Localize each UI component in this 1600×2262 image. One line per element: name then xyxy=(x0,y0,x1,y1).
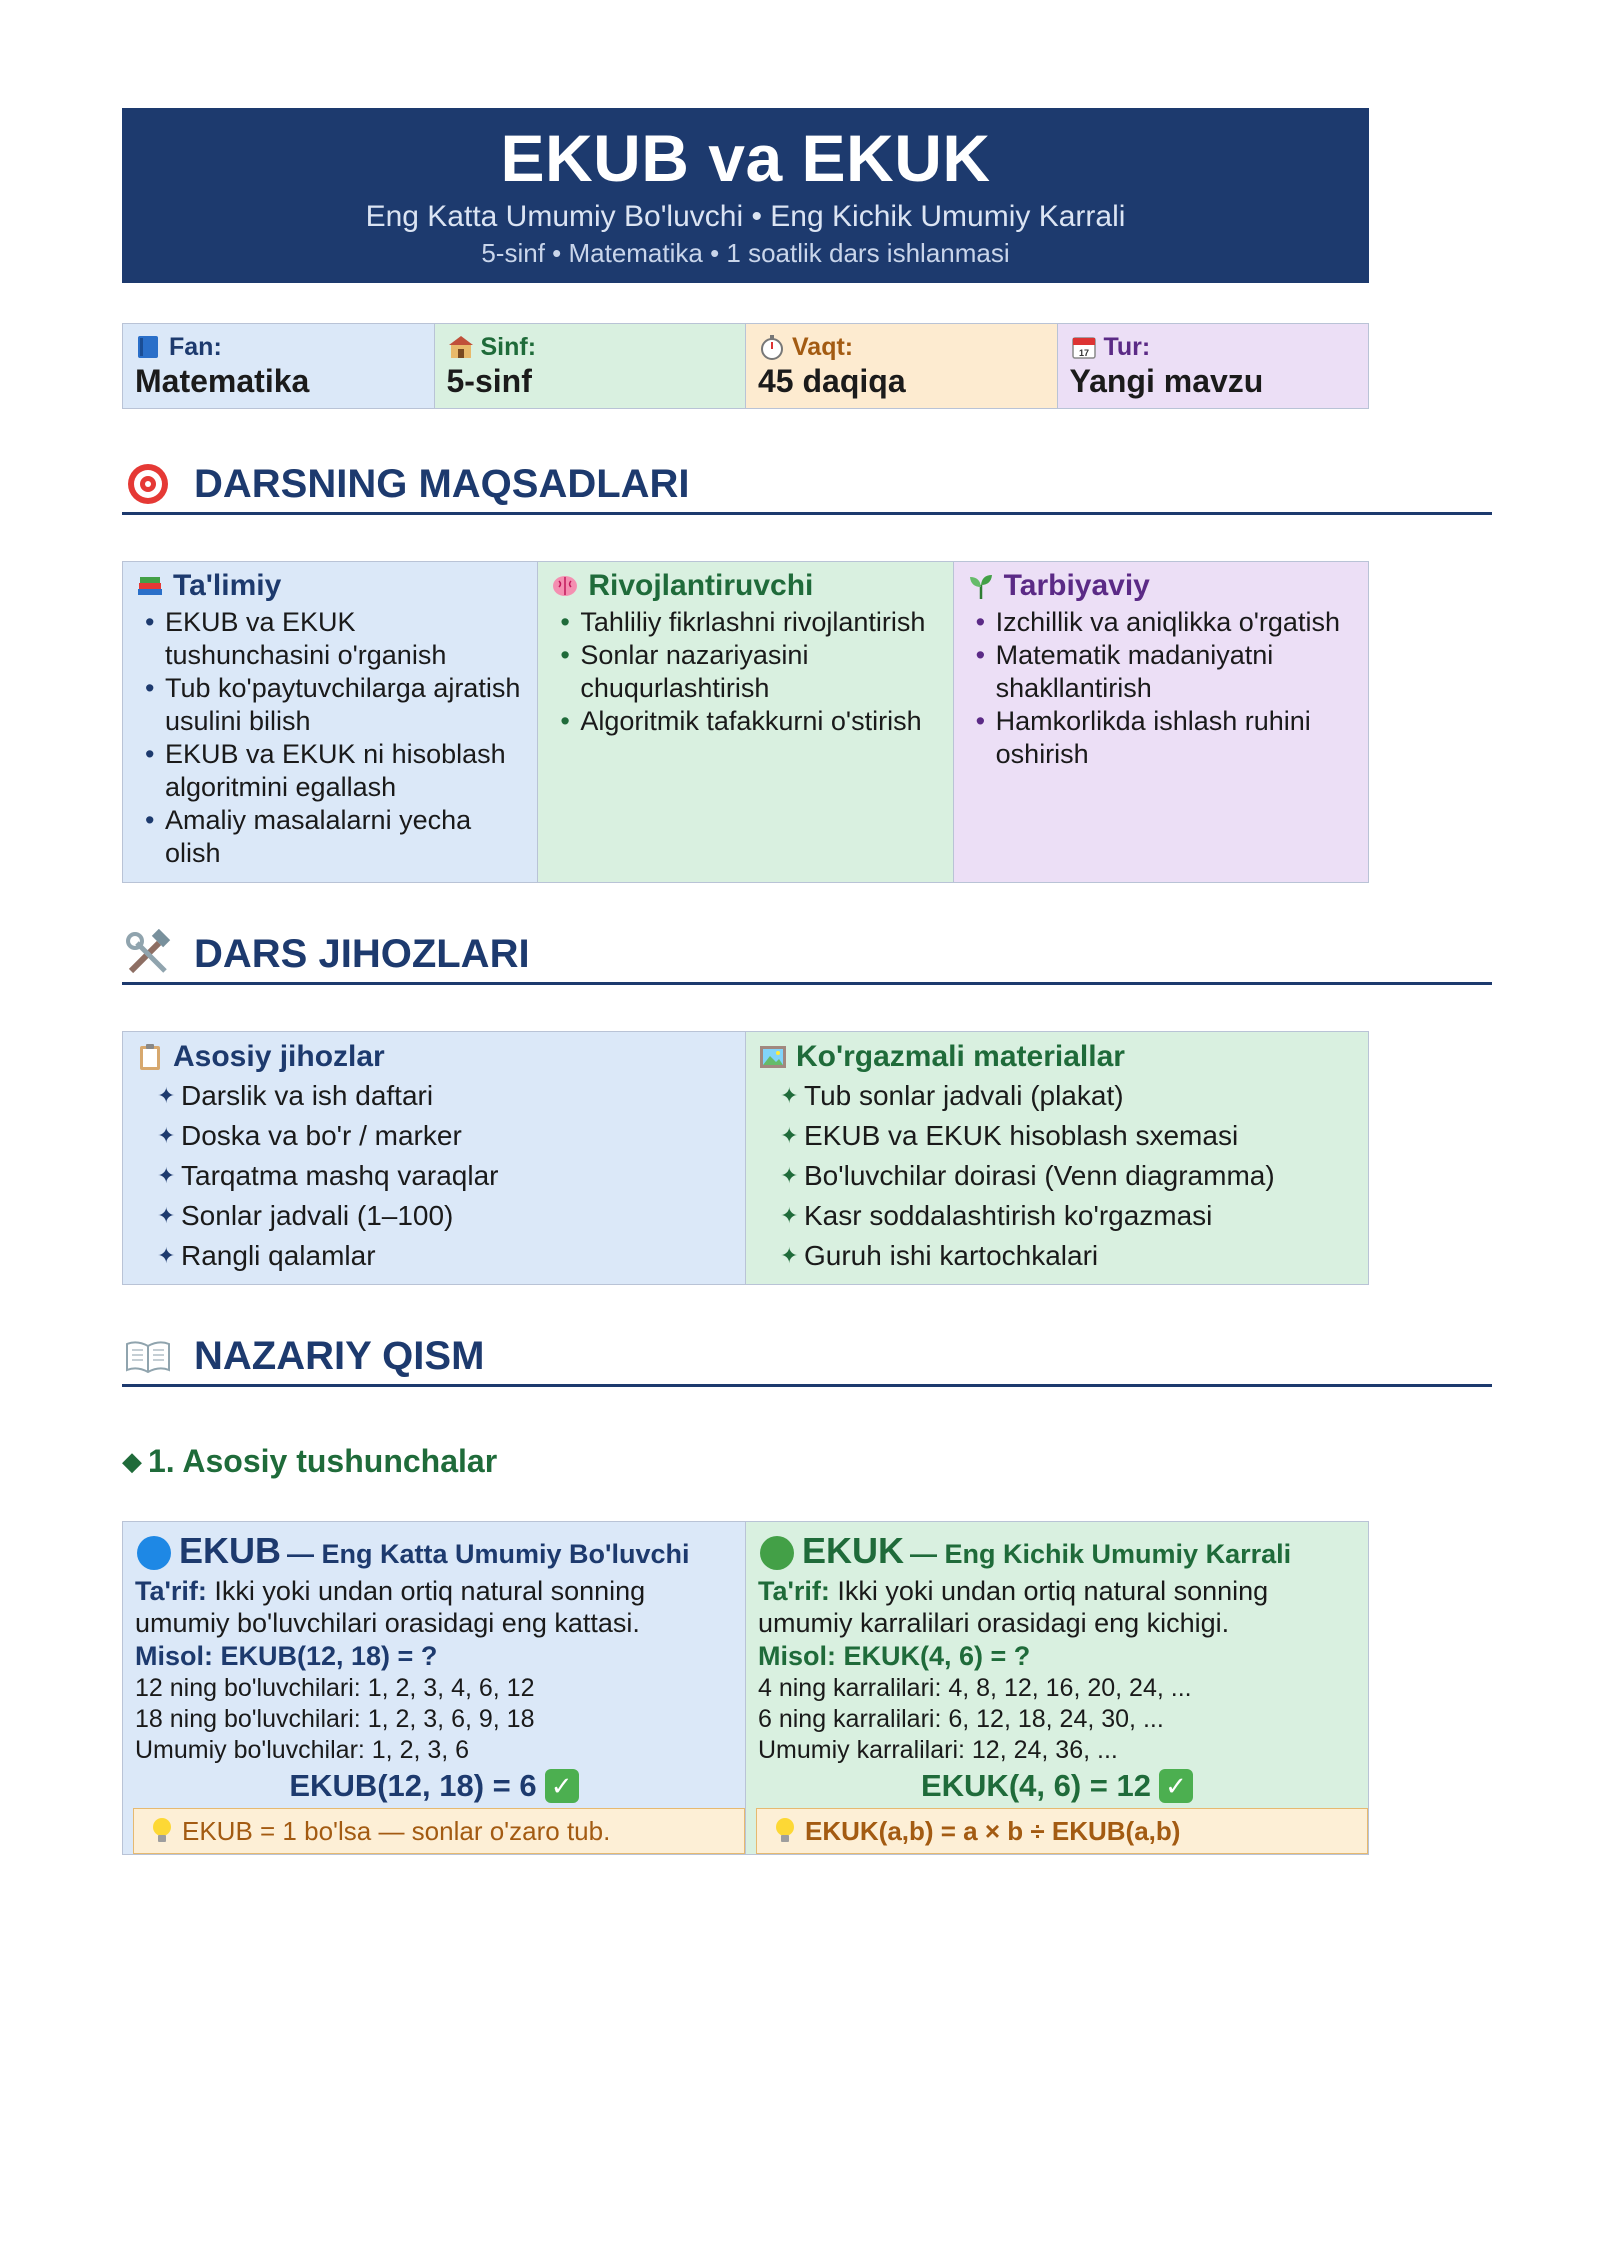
ekuk-definition: Ta'rif: Ikki yoki undan ortiq natural sonning umumiy karralilari orasidagi eng kichigi. xyxy=(758,1576,1269,1638)
calendar-icon xyxy=(1070,333,1098,361)
list-item: ✦ Tub sonlar jadvali (plakat) xyxy=(758,1076,1356,1116)
concepts-table xyxy=(122,1521,1369,1855)
info-subject-value: Matematika xyxy=(135,363,310,399)
goal-upbringing-title: Tarbiyaviy xyxy=(1003,569,1150,602)
ekub-tip: EKUB = 1 bo'lsa — sonlar o'zaro tub. xyxy=(133,1808,745,1854)
sparkle-icon: ✦ xyxy=(157,1243,176,1268)
equipment-main xyxy=(123,1032,746,1284)
ekub-line: 12 ning bo'luvchilari: 1, 2, 3, 4, 6, 12 xyxy=(135,1674,535,1702)
check-icon: ✓ xyxy=(545,1769,579,1803)
sparkle-icon: ✦ xyxy=(780,1083,799,1108)
info-grade xyxy=(435,324,747,408)
list-item: ✦ EKUB va EKUK hisoblash sxemasi xyxy=(758,1116,1356,1156)
section-theory xyxy=(122,1325,1492,1387)
diamond-icon: ◆ xyxy=(122,1446,142,1476)
blue-circle-icon xyxy=(135,1534,173,1572)
info-time-value: 45 daqiqa xyxy=(758,363,906,399)
list-item: ✦ Kasr soddalashtirish ko'rgazmasi xyxy=(758,1196,1356,1236)
sparkle-icon: ✦ xyxy=(780,1243,799,1268)
framed-picture-icon xyxy=(758,1042,788,1072)
list-item: • Sonlar nazariyasini chuqurlashtirish xyxy=(550,639,940,705)
goal-educational xyxy=(123,562,538,882)
info-subject xyxy=(123,324,435,408)
ekuk-result: EKUK(4, 6) = 12 ✓ xyxy=(758,1766,1356,1806)
list-item: ✦ Bo'luvchilar doirasi (Venn diagramma) xyxy=(758,1156,1356,1196)
ekub-line: Umumiy bo'luvchilar: 1, 2, 3, 6 xyxy=(135,1736,470,1764)
equipment-visual xyxy=(746,1032,1368,1284)
list-item: • Izchillik va aniqlikka o'rgatish xyxy=(966,606,1356,639)
stopwatch-icon xyxy=(758,333,786,361)
clipboard-icon xyxy=(135,1042,165,1072)
list-item: • Hamkorlikda ishlash ruhini oshirish xyxy=(966,705,1356,771)
lightbulb-icon xyxy=(773,1816,797,1846)
list-item: ✦ Doska va bo'r / marker xyxy=(135,1116,733,1156)
list-item: ✦ Tarqatma mashq varaqlar xyxy=(135,1156,733,1196)
info-type xyxy=(1058,324,1369,408)
books-icon xyxy=(135,571,165,601)
ekuk-line: Umumiy karralilari: 12, 24, 36, ... xyxy=(758,1736,1118,1764)
equipment-visual-title: Ko'rgazmali materiallar xyxy=(796,1040,1125,1073)
book-icon xyxy=(135,333,163,361)
header-banner xyxy=(122,108,1369,283)
svg-text:17: 17 xyxy=(1078,348,1089,358)
goal-upbringing xyxy=(954,562,1368,882)
list-item: ✦ Darslik va ish daftari xyxy=(135,1076,733,1116)
info-subject-label: Fan: xyxy=(169,333,222,361)
seedling-icon xyxy=(966,571,996,601)
ekub-full: — Eng Katta Umumiy Bo'luvchi xyxy=(287,1539,690,1569)
sparkle-icon: ✦ xyxy=(157,1123,176,1148)
list-item: • Tub ko'paytuvchilarga ajratish usulini bilish xyxy=(135,672,525,738)
brain-icon xyxy=(550,571,580,601)
lesson-plan-page xyxy=(122,108,1492,1855)
ekuk-example: Misol: EKUK(4, 6) = ? xyxy=(758,1641,1031,1671)
equipment-table xyxy=(122,1031,1369,1285)
ekuk-tip: EKUK(a,b) = a × b ÷ EKUB(a,b) xyxy=(756,1808,1368,1854)
sparkle-icon: ✦ xyxy=(780,1203,799,1228)
sparkle-icon: ✦ xyxy=(157,1203,176,1228)
sparkle-icon: ✦ xyxy=(780,1123,799,1148)
sparkle-icon: ✦ xyxy=(157,1083,176,1108)
section-goals-title: DARSNING MAQSADLARI xyxy=(194,462,690,506)
goal-educational-title: Ta'limiy xyxy=(173,569,282,602)
ekub-definition: Ta'rif: Ikki yoki undan ortiq natural sonning umumiy bo'luvchilari orasidagi eng kattasi. xyxy=(135,1576,646,1638)
info-grade-value: 5-sinf xyxy=(446,363,532,399)
list-item: • EKUB va EKUK ni hisoblash algoritmini egallash xyxy=(135,738,525,804)
ekuk-line: 6 ning karralilari: 6, 12, 18, 24, 30, ... xyxy=(758,1705,1164,1733)
list-item: • Tahliliy fikrlashni rivojlantirish xyxy=(550,606,940,639)
theory-subheading: ◆ 1. Asosiy tushunchalar xyxy=(122,1443,498,1479)
ekuk-line: 4 ning karralilari: 4, 8, 12, 16, 20, 24, ... xyxy=(758,1674,1192,1702)
section-equipment-title: DARS JIHOZLARI xyxy=(194,932,530,976)
ekuk-full: — Eng Kichik Umumiy Karrali xyxy=(910,1539,1292,1569)
ekub-example: Misol: EKUB(12, 18) = ? xyxy=(135,1641,438,1671)
concept-ekub xyxy=(123,1522,746,1854)
target-icon xyxy=(122,458,174,510)
equipment-main-title: Asosiy jihozlar xyxy=(173,1040,385,1073)
list-item: ✦ Guruh ishi kartochkalari xyxy=(758,1236,1356,1276)
sparkle-icon: ✦ xyxy=(780,1163,799,1188)
section-theory-title: NAZARIY QISM xyxy=(194,1334,485,1378)
info-time-label: Vaqt: xyxy=(792,333,854,361)
info-time xyxy=(746,324,1058,408)
section-goals xyxy=(122,453,1492,515)
page-subtitle: Eng Katta Umumiy Bo'luvchi • Eng Kichik Umumiy Karrali xyxy=(365,200,1126,233)
list-item: • Algoritmik tafakkurni o'stirish xyxy=(550,705,940,738)
tools-icon xyxy=(122,928,174,980)
lightbulb-icon xyxy=(150,1816,174,1846)
info-type-label: Tur: xyxy=(1103,333,1151,361)
ekub-name: EKUB xyxy=(179,1530,282,1571)
page-title: EKUB va EKUK xyxy=(500,121,991,195)
open-book-icon xyxy=(122,1330,174,1382)
info-type-value: Yangi mavzu xyxy=(1069,363,1264,399)
green-circle-icon xyxy=(758,1534,796,1572)
goal-developmental xyxy=(538,562,953,882)
list-item: • Matematik madaniyatni shakllantirish xyxy=(966,639,1356,705)
school-icon xyxy=(447,333,475,361)
sparkle-icon: ✦ xyxy=(157,1163,176,1188)
section-equipment xyxy=(122,923,1492,985)
list-item: • Amaliy masalalarni yecha olish xyxy=(135,804,525,870)
concept-ekuk xyxy=(746,1522,1368,1854)
ekub-result: EKUB(12, 18) = 6 ✓ xyxy=(135,1766,733,1806)
goal-developmental-title: Rivojlantiruvchi xyxy=(588,569,814,602)
goals-table xyxy=(122,561,1369,883)
ekub-line: 18 ning bo'luvchilari: 1, 2, 3, 6, 9, 18 xyxy=(135,1705,535,1733)
info-strip xyxy=(122,323,1369,409)
info-grade-label: Sinf: xyxy=(480,333,537,361)
list-item: ✦ Sonlar jadvali (1–100) xyxy=(135,1196,733,1236)
page-meta: 5-sinf • Matematika • 1 soatlik dars ishlanmasi xyxy=(481,238,1010,268)
check-icon: ✓ xyxy=(1159,1769,1193,1803)
list-item: • EKUB va EKUK tushunchasini o'rganish xyxy=(135,606,525,672)
ekuk-name: EKUK xyxy=(802,1530,905,1571)
list-item: ✦ Rangli qalamlar xyxy=(135,1236,733,1276)
